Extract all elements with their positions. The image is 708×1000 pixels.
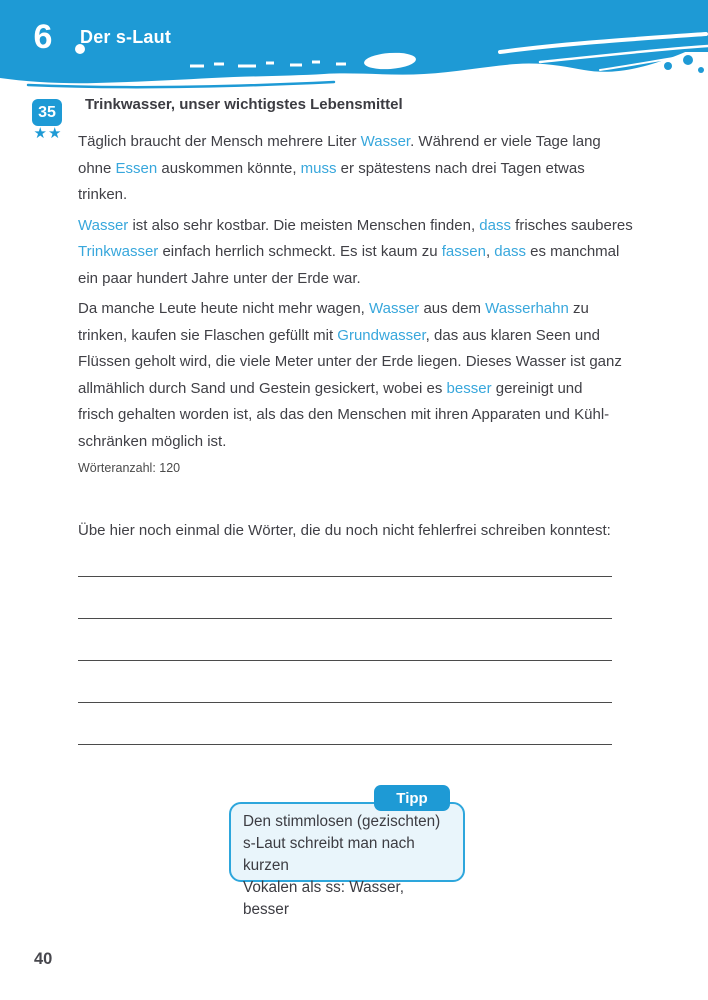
exercise-number: 35 [38,103,56,121]
chapter-header [0,0,708,92]
tip-tab-label: Tipp [396,789,428,807]
word-count: Wörteranzahl: 120 [78,461,181,475]
text-line: schränken möglich ist. [78,432,227,450]
chapter-number: 6 [33,18,53,56]
difficulty-stars-icon: ★★ [33,125,63,142]
exercise-text [78,129,638,459]
text-line: Trinkwasser einfach herrlich schmeckt. Es ist kaum zu fassen, dass es manchmal [78,243,620,260]
page-number: 40 [34,950,53,968]
practice-instruction: Übe hier noch einmal die Wörter, die du noch nicht fehlerfrei schreiben konntest: [78,522,611,539]
tip-line: s-Laut schreibt man nach kurzen [243,835,415,874]
learning-word: Trinkwasser [78,243,159,260]
learning-word: dass [479,216,511,234]
learning-word: besser [446,379,492,397]
text-line: Da manche Leute heute nicht mehr wagen, Wasser aus dem Wasserhahn zu [78,300,589,317]
text-line: allmählich durch Sand und Gestein gesickert, wobei es besser gereinigt und [78,379,583,397]
paragraph [78,129,638,209]
tip-text [243,811,451,921]
writing-line [78,660,612,661]
tip-line: Den stimmlosen (gezischten) [243,813,441,830]
text-line: trinken, kaufen sie Flaschen gefüllt mit Grundwasser, das aus klaren Seen und [78,326,600,344]
learning-word: Wasser [78,216,129,234]
writing-line [78,702,612,703]
exercise-title: Trinkwasser, unser wichtigstes Lebensmittel [85,96,403,113]
paragraph [78,213,638,293]
learning-word: Essen [115,159,158,177]
text-line: ohne Essen auskommen könnte, muss er spätestens nach drei Tagen etwas [78,159,585,177]
text-line: Wasser ist also sehr kostbar. Die meisten Menschen finden, dass frisches sauberes [78,216,633,234]
writing-line [78,576,612,577]
learning-word: Wasserhahn [485,300,569,317]
text-line: Täglich braucht der Mensch mehrere Liter Wasser. Während er viele Tage lang [78,133,601,150]
learning-word: muss [300,159,337,177]
text-line: frisch gehalten worden ist, als das den Menschen mit ihren Apparaten und Kühl- [78,406,610,423]
paragraph [78,296,638,455]
learning-word: fassen [441,243,486,260]
writing-line [78,618,612,619]
writing-line [78,744,612,745]
tip-tab [374,785,450,811]
learning-word: dass [494,243,526,260]
text-line: trinken. [78,186,128,203]
learning-word: Wasser [360,133,411,150]
text-line: Flüssen geholt wird, die viele Meter unter der Erde liegen. Dieses Wasser ist ganz [78,353,622,370]
text-line: ein paar hundert Jahre unter der Erde war. [78,269,361,287]
exercise-badge [32,99,62,126]
tip-box [229,802,465,918]
chapter-title: Der s-Laut [80,27,172,47]
tip-line: Vokalen als ss: Wasser, besser [243,879,404,918]
learning-word: Wasser [369,300,420,317]
learning-word: Grundwasser [337,326,426,344]
